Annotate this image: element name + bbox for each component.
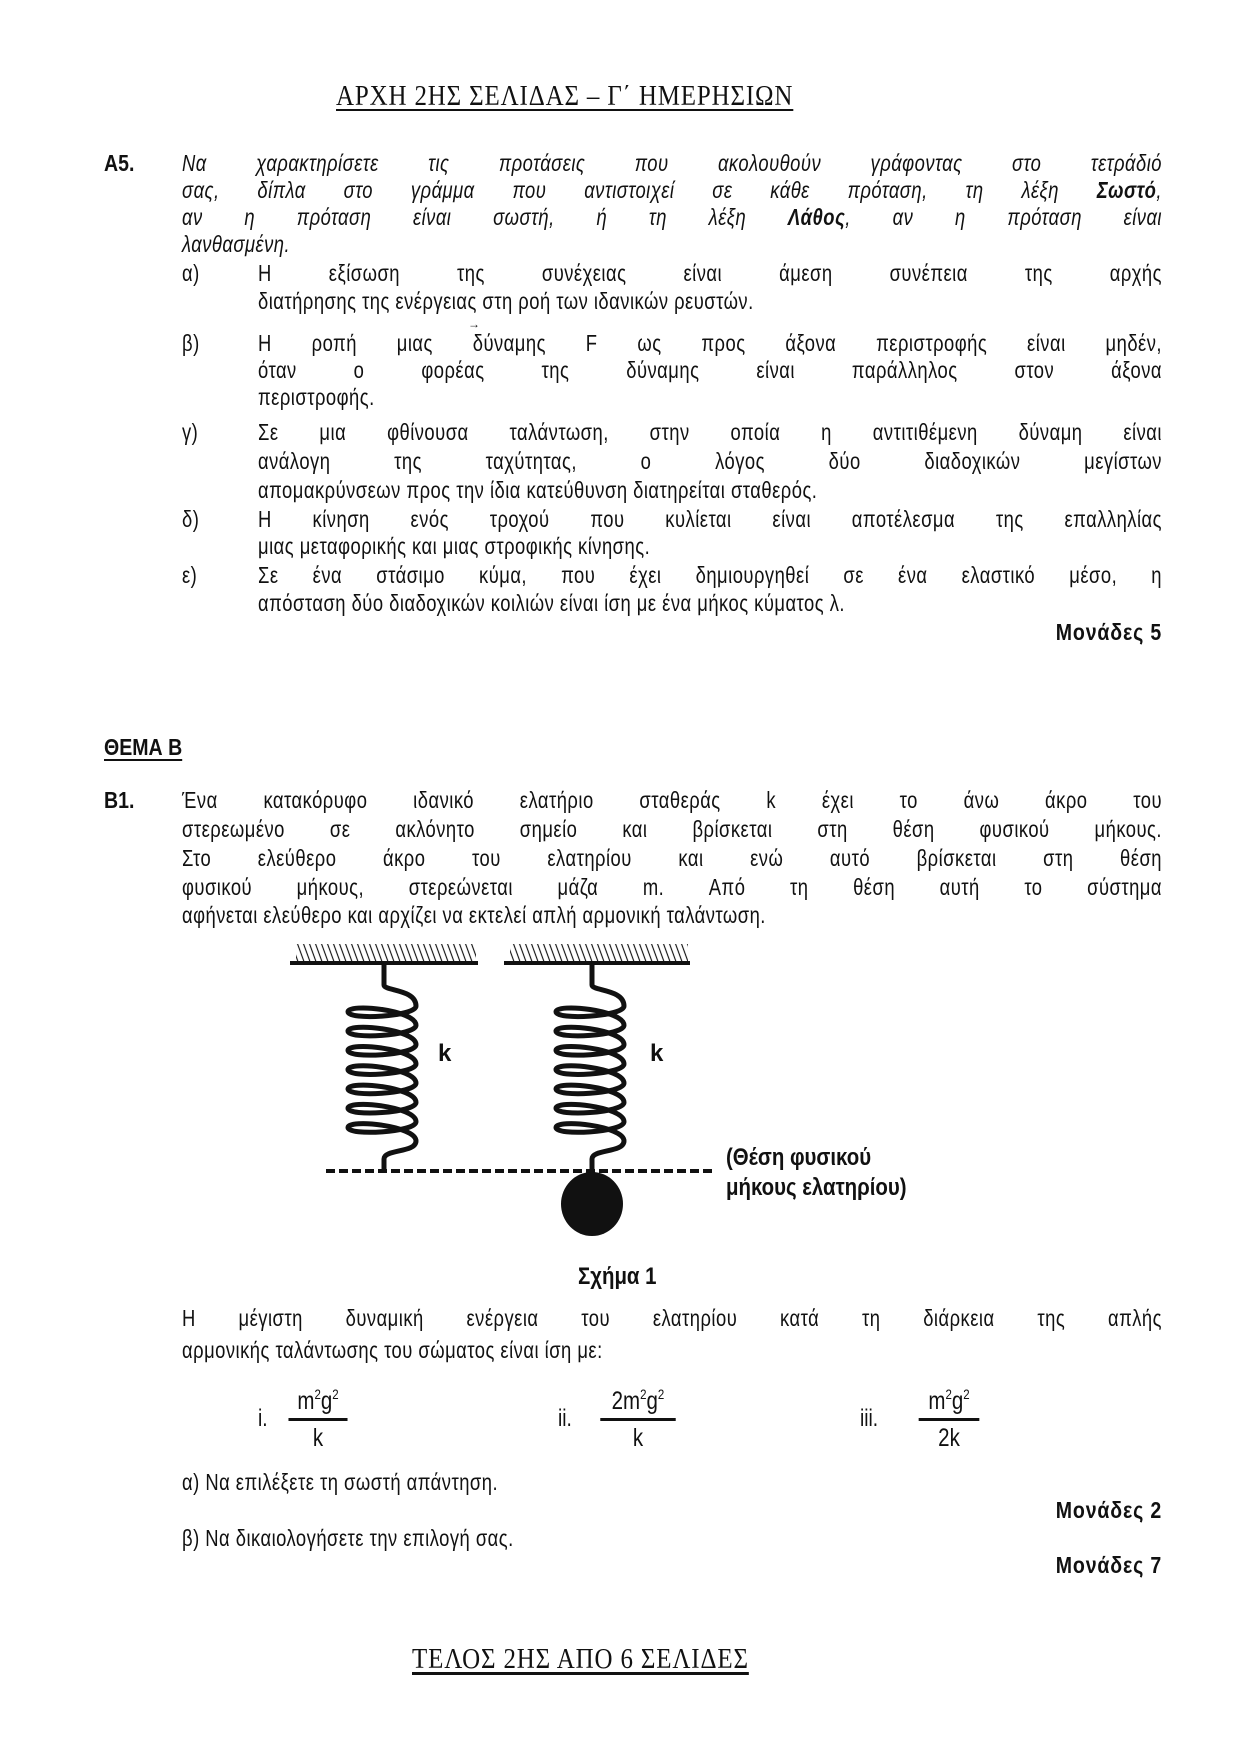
exponent: 2 (963, 1386, 970, 1402)
statement-line: όταν ο φορέας της δύναμης είναι παράλληλος στον άξονα (258, 357, 1162, 383)
sub-question-a: α) Να επιλέξετε τη σωστή απάντηση. (182, 1469, 499, 1495)
spring-constant-label-left: k (438, 1040, 452, 1067)
symbol-g: g (951, 1387, 964, 1415)
exponent: 2 (945, 1386, 952, 1402)
sub-question-b: β) Να δικαιολογήσετε την επιλογή σας. (182, 1525, 514, 1551)
ceiling-left (290, 944, 478, 963)
exponent: 2 (332, 1386, 339, 1402)
fraction-numerator (600, 1386, 675, 1421)
symbol-m: m (928, 1387, 946, 1415)
keyword-wrong: Λάθος (787, 204, 846, 230)
question-line: αρμονικής ταλάντωσης του σώματος είναι ίση με: (182, 1337, 603, 1363)
points-b1-b: Μονάδες 7 (1055, 1552, 1162, 1578)
section-b-title: ΘΕΜΑ Β (104, 734, 183, 760)
fraction-numerator (288, 1386, 347, 1421)
question-a5-label: Α5. (104, 150, 135, 176)
paragraph-line: φυσικού μήκους, στερεώνεται μάζα m. Από τη θέση αυτή το σύστημα (182, 874, 1162, 900)
statement-line: περιστροφής. (258, 384, 375, 410)
paragraph-line: στερεωμένο σε ακλόνητο σημείο και βρίσκεται στη θέση φυσικού μήκους. (182, 816, 1162, 842)
option-label: iii. (860, 1405, 879, 1432)
option-label: i. (258, 1405, 268, 1432)
page-footer: ΤΕΛΟΣ 2ΗΣ ΑΠΟ 6 ΣΕΛΙΔΕΣ (412, 1643, 749, 1675)
statement-line: Η κίνηση ενός τροχού που κυλίεται είναι αποτέλεσμα της επαλληλίας (258, 506, 1162, 532)
instruction-text: σας, δίπλα στο γράμμα που αντιστοιχεί σε κάθε πρόταση, τη λέξη (182, 177, 1097, 203)
fraction-denominator: k (632, 1424, 644, 1452)
symbol-m: m (297, 1387, 315, 1415)
page-header: ΑΡΧΗ 2ΗΣ ΣΕΛΙΔΑΣ – Γ΄ ΗΜΕΡΗΣΙΩΝ (336, 80, 794, 112)
symbol-m: m (623, 1387, 641, 1415)
instruction-text: , αν η πρόταση είναι (845, 204, 1162, 230)
ceiling-hatch-left (296, 944, 476, 961)
numerator-coefficient: 2 (611, 1387, 624, 1415)
statement-line: Η εξίσωση της συνέχειας είναι άμεση συνέπεια της αρχής (258, 260, 1162, 286)
instruction-text: λανθασμένη. (182, 231, 291, 257)
spring-coil (556, 963, 624, 1171)
spring-left (348, 963, 416, 1171)
instruction-text: , (1156, 177, 1162, 203)
statement-line: διατήρησης της ενέργειας στη ροή των ιδανικών ρευστών. (258, 288, 754, 314)
ceiling-hatch-right (510, 944, 688, 961)
statement-line: μιας μεταφορικής και μιας στροφικής κίνησης. (258, 533, 651, 559)
statement-line: Η ροπή μιας δύναμης F ως προς άξονα περιστροφής είναι μηδέν, (258, 330, 1162, 356)
symbol-g: g (320, 1387, 333, 1415)
paragraph-line: Στο ελεύθερο άκρο του ελατηρίου και ενώ αυτό βρίσκεται στη θέση (182, 845, 1162, 871)
fraction-denominator: 2k (938, 1424, 960, 1452)
paragraph-line: αφήνεται ελεύθερο και αρχίζει να εκτελεί απλή αρμονική ταλάντωση. (182, 902, 766, 928)
figure-caption: Σχήμα 1 (578, 1263, 657, 1290)
statement-label: ε) (182, 562, 198, 588)
option-fraction (919, 1386, 980, 1453)
statement-line: απομακρύνσεων προς την ίδια κατεύθυνση διατηρείται σταθερός. (258, 477, 818, 503)
statement-label: β) (182, 330, 200, 356)
statement-label: γ) (182, 419, 199, 445)
spring-constant-label-right: k (650, 1040, 664, 1067)
points-a5: Μονάδες 5 (1055, 619, 1162, 645)
keyword-correct: Σωστό (1096, 177, 1157, 203)
instruction-text: αν η πρόταση είναι σωστή, ή τη λέξη (182, 204, 788, 230)
statement-line: απόσταση δύο διαδοχικών κοιλιών είναι ίση με ένα μήκος κύματος λ. (258, 590, 845, 616)
exponent: 2 (640, 1386, 647, 1402)
statement-line: Σε μια φθίνουσα ταλάντωση, στην οποία η αντιτιθέμενη δύναμη είναι (258, 419, 1162, 445)
spring-coil (348, 963, 416, 1171)
symbol-g: g (646, 1387, 658, 1415)
statement-label: δ) (182, 506, 200, 532)
fraction-denominator: k (312, 1424, 324, 1452)
natural-length-label-line1: (Θέση φυσικού (726, 1144, 872, 1171)
instruction-text: Να χαρακτηρίσετε τις προτάσεις που ακολουθούν γράφοντας στο τετράδιό (182, 150, 1162, 176)
question-line: Η μέγιστη δυναμική ενέργεια του ελατηρίου κατά τη διάρκεια της απλής (182, 1305, 1162, 1331)
statement-line: Σε ένα στάσιμο κύμα, που έχει δημιουργηθεί σε ένα ελαστικό μέσο, η (258, 562, 1162, 588)
statement-label: α) (182, 260, 200, 286)
option-label: ii. (558, 1405, 572, 1432)
spring-right (556, 963, 624, 1171)
statement-line: ανάλογη της ταχύτητας, ο λόγος δύο διαδοχικών μεγίστων (258, 448, 1162, 474)
points-b1-a: Μονάδες 2 (1055, 1497, 1162, 1523)
option-fraction (288, 1386, 347, 1453)
mass-ball (561, 1172, 623, 1236)
option-fraction (600, 1386, 675, 1453)
exponent: 2 (314, 1386, 321, 1402)
ceiling-right (504, 944, 690, 963)
natural-length-label-line2: μήκους ελατηρίου) (726, 1174, 907, 1201)
question-b1-label: Β1. (104, 787, 135, 813)
vector-arrow-icon: → (468, 317, 480, 331)
paragraph-line: Ένα κατακόρυφο ιδανικό ελατήριο σταθεράς k έχει το άνω άκρο του (182, 787, 1162, 813)
exponent: 2 (657, 1386, 665, 1402)
fraction-numerator (919, 1386, 980, 1421)
